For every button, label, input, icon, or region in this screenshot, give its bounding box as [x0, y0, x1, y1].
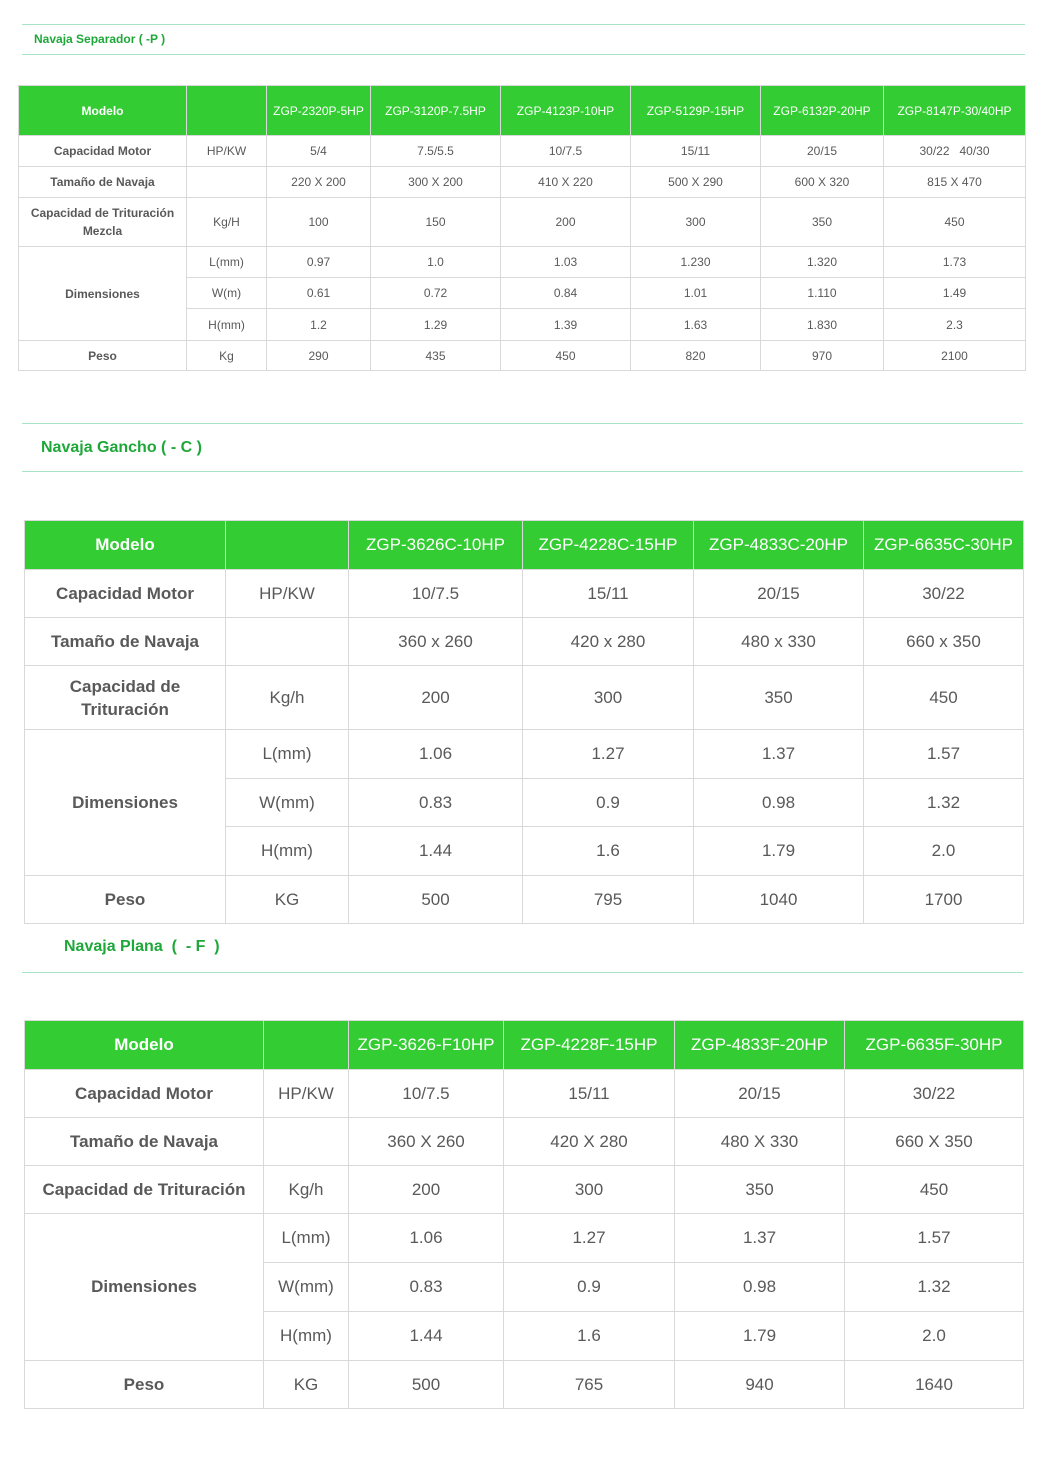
- cell: 1.230: [631, 247, 761, 278]
- cell: 1.63: [631, 309, 761, 341]
- header-model: ZGP-6132P-20HP: [761, 86, 884, 136]
- cell: 1.79: [694, 827, 864, 876]
- cell: 10/7.5: [501, 136, 631, 167]
- row-label: Peso: [19, 341, 187, 371]
- cell: 765: [504, 1361, 675, 1409]
- header-model: ZGP-6635F-30HP: [845, 1021, 1024, 1070]
- cell: 350: [675, 1166, 845, 1214]
- cell: 660 X 350: [845, 1118, 1024, 1166]
- cell: 1040: [694, 876, 864, 924]
- cell: 0.98: [675, 1263, 845, 1312]
- header-model: ZGP-4833C-20HP: [694, 521, 864, 570]
- cell: 480 x 330: [694, 618, 864, 666]
- row-unit: W(mm): [226, 779, 349, 827]
- table-header-row: [19, 86, 1026, 136]
- cell: 500 X 290: [631, 167, 761, 198]
- cell: 1.29: [371, 309, 501, 341]
- spec-table-plana: [24, 1020, 1024, 1409]
- row-unit: L(mm): [187, 247, 267, 278]
- cell: 795: [523, 876, 694, 924]
- row-label: Dimensiones: [25, 1214, 264, 1361]
- row-unit: H(mm): [226, 827, 349, 876]
- row-unit: [187, 167, 267, 198]
- table-header-row: [25, 521, 1024, 570]
- table-row: [19, 136, 1026, 167]
- cell: 360 x 260: [349, 618, 523, 666]
- row-unit: H(mm): [187, 309, 267, 341]
- row-unit: KG: [226, 876, 349, 924]
- cell: 30/22 40/30: [884, 136, 1026, 167]
- cell: 1.32: [864, 779, 1024, 827]
- row-label: Tamaño de Navaja: [25, 1118, 264, 1166]
- cell: 1.39: [501, 309, 631, 341]
- cell: 1700: [864, 876, 1024, 924]
- cell: 1.44: [349, 827, 523, 876]
- row-label: Capacidad de Trituración: [25, 666, 226, 730]
- row-unit: L(mm): [226, 730, 349, 779]
- cell: 1.49: [884, 278, 1026, 309]
- row-unit: Kg/h: [226, 666, 349, 730]
- row-label: Tamaño de Navaja: [25, 618, 226, 666]
- cell: 30/22: [864, 570, 1024, 618]
- cell: 435: [371, 341, 501, 371]
- cell: 820: [631, 341, 761, 371]
- cell: 1.320: [761, 247, 884, 278]
- cell: 10/7.5: [349, 1070, 504, 1118]
- section-title-plana: Navaja Plana ( - F ): [64, 938, 220, 955]
- cell: 1.6: [504, 1312, 675, 1361]
- cell: 1.03: [501, 247, 631, 278]
- section-title-gancho: Navaja Gancho ( - C ): [41, 439, 202, 456]
- section-header-separador: [22, 24, 1025, 55]
- cell: 1.37: [675, 1214, 845, 1263]
- table-row: [19, 247, 1026, 278]
- row-unit: HP/KW: [187, 136, 267, 167]
- cell: 600 X 320: [761, 167, 884, 198]
- row-unit: KG: [264, 1361, 349, 1409]
- cell: 0.9: [504, 1263, 675, 1312]
- cell: 20/15: [694, 570, 864, 618]
- cell: 15/11: [523, 570, 694, 618]
- table-row: [25, 666, 1024, 730]
- cell: 1.57: [845, 1214, 1024, 1263]
- cell: 815 X 470: [884, 167, 1026, 198]
- cell: 300: [523, 666, 694, 730]
- section-title-separador: Navaja Separador ( -P ): [34, 32, 166, 46]
- row-unit: [264, 1118, 349, 1166]
- table-row: [25, 1361, 1024, 1409]
- header-model: ZGP-8147P-30/40HP: [884, 86, 1026, 136]
- row-label: Capacidad Motor: [25, 570, 226, 618]
- header-unit-cell: [226, 521, 349, 570]
- cell: 0.83: [349, 1263, 504, 1312]
- cell: 1.27: [504, 1214, 675, 1263]
- cell: 0.9: [523, 779, 694, 827]
- table-row: [19, 198, 1026, 247]
- cell: 220 X 200: [267, 167, 371, 198]
- cell: 660 x 350: [864, 618, 1024, 666]
- cell: 350: [694, 666, 864, 730]
- row-unit: HP/KW: [264, 1070, 349, 1118]
- row-label: Peso: [25, 876, 226, 924]
- header-model: ZGP-3626-F10HP: [349, 1021, 504, 1070]
- cell: 970: [761, 341, 884, 371]
- header-model: ZGP-4833F-20HP: [675, 1021, 845, 1070]
- cell: 0.84: [501, 278, 631, 309]
- cell: 420 X 280: [504, 1118, 675, 1166]
- header-model: ZGP-4228C-15HP: [523, 521, 694, 570]
- cell: 10/7.5: [349, 570, 523, 618]
- cell: 1.6: [523, 827, 694, 876]
- header-unit-cell: [264, 1021, 349, 1070]
- table-row: [25, 730, 1024, 779]
- spec-table-separador: [18, 85, 1026, 371]
- cell: 300: [631, 198, 761, 247]
- cell: 20/15: [761, 136, 884, 167]
- row-label: Capacidad de Trituración: [25, 1166, 264, 1214]
- header-model: ZGP-3626C-10HP: [349, 521, 523, 570]
- header-model: ZGP-4123P-10HP: [501, 86, 631, 136]
- table-row: [25, 1166, 1024, 1214]
- row-unit: Kg: [187, 341, 267, 371]
- row-unit: Kg/H: [187, 198, 267, 247]
- row-label: Dimensiones: [19, 247, 187, 341]
- cell: 1.06: [349, 730, 523, 779]
- cell: 2.3: [884, 309, 1026, 341]
- header-unit-cell: [187, 86, 267, 136]
- table-header-row: [25, 1021, 1024, 1070]
- cell: 450: [884, 198, 1026, 247]
- cell: 200: [501, 198, 631, 247]
- header-model: ZGP-6635C-30HP: [864, 521, 1024, 570]
- cell: 0.98: [694, 779, 864, 827]
- cell: 15/11: [504, 1070, 675, 1118]
- cell: 2.0: [864, 827, 1024, 876]
- cell: 1.2: [267, 309, 371, 341]
- cell: 1.830: [761, 309, 884, 341]
- header-model-label: Modelo: [19, 86, 187, 136]
- table-row: [25, 876, 1024, 924]
- row-unit: W(mm): [264, 1263, 349, 1312]
- cell: 450: [864, 666, 1024, 730]
- cell: 360 X 260: [349, 1118, 504, 1166]
- row-unit: HP/KW: [226, 570, 349, 618]
- header-model: ZGP-5129P-15HP: [631, 86, 761, 136]
- cell: 1.32: [845, 1263, 1024, 1312]
- cell: 1640: [845, 1361, 1024, 1409]
- cell: 0.97: [267, 247, 371, 278]
- cell: 410 X 220: [501, 167, 631, 198]
- cell: 1.110: [761, 278, 884, 309]
- header-model: ZGP-2320P-5HP: [267, 86, 371, 136]
- cell: 200: [349, 666, 523, 730]
- cell: 1.27: [523, 730, 694, 779]
- cell: 1.01: [631, 278, 761, 309]
- cell: 450: [845, 1166, 1024, 1214]
- spec-table-gancho: [24, 520, 1024, 924]
- cell: 2.0: [845, 1312, 1024, 1361]
- row-label: Capacidad de Trituración Mezcla: [19, 198, 187, 247]
- cell: 450: [501, 341, 631, 371]
- table-row: [25, 570, 1024, 618]
- cell: 420 x 280: [523, 618, 694, 666]
- row-label: Capacidad Motor: [25, 1070, 264, 1118]
- cell: 1.0: [371, 247, 501, 278]
- table-row: [25, 1214, 1024, 1263]
- cell: 350: [761, 198, 884, 247]
- header-model: ZGP-3120P-7.5HP: [371, 86, 501, 136]
- cell: 1.06: [349, 1214, 504, 1263]
- section-header-gancho: [22, 423, 1023, 472]
- cell: 300 X 200: [371, 167, 501, 198]
- header-model-label: Modelo: [25, 1021, 264, 1070]
- cell: 30/22: [845, 1070, 1024, 1118]
- row-label: Capacidad Motor: [19, 136, 187, 167]
- cell: 290: [267, 341, 371, 371]
- cell: 500: [349, 876, 523, 924]
- row-unit: Kg/h: [264, 1166, 349, 1214]
- row-unit: [226, 618, 349, 666]
- row-label: Dimensiones: [25, 730, 226, 876]
- cell: 940: [675, 1361, 845, 1409]
- cell: 1.57: [864, 730, 1024, 779]
- cell: 500: [349, 1361, 504, 1409]
- cell: 480 X 330: [675, 1118, 845, 1166]
- table-row: [25, 618, 1024, 666]
- row-unit: H(mm): [264, 1312, 349, 1361]
- cell: 15/11: [631, 136, 761, 167]
- cell: 0.61: [267, 278, 371, 309]
- cell: 100: [267, 198, 371, 247]
- cell: 1.73: [884, 247, 1026, 278]
- cell: 0.83: [349, 779, 523, 827]
- cell: 20/15: [675, 1070, 845, 1118]
- cell: 300: [504, 1166, 675, 1214]
- section-header-plana: [22, 925, 1023, 973]
- row-unit: W(m): [187, 278, 267, 309]
- header-model: ZGP-4228F-15HP: [504, 1021, 675, 1070]
- cell: 1.44: [349, 1312, 504, 1361]
- row-unit: L(mm): [264, 1214, 349, 1263]
- row-label: Peso: [25, 1361, 264, 1409]
- cell: 5/4: [267, 136, 371, 167]
- cell: 1.37: [694, 730, 864, 779]
- cell: 150: [371, 198, 501, 247]
- row-label: Tamaño de Navaja: [19, 167, 187, 198]
- table-row: [19, 341, 1026, 371]
- table-row: [19, 167, 1026, 198]
- table-row: [25, 1118, 1024, 1166]
- cell: 0.72: [371, 278, 501, 309]
- cell: 7.5/5.5: [371, 136, 501, 167]
- table-row: [25, 1070, 1024, 1118]
- cell: 200: [349, 1166, 504, 1214]
- cell: 2100: [884, 341, 1026, 371]
- cell: 1.79: [675, 1312, 845, 1361]
- header-model-label: Modelo: [25, 521, 226, 570]
